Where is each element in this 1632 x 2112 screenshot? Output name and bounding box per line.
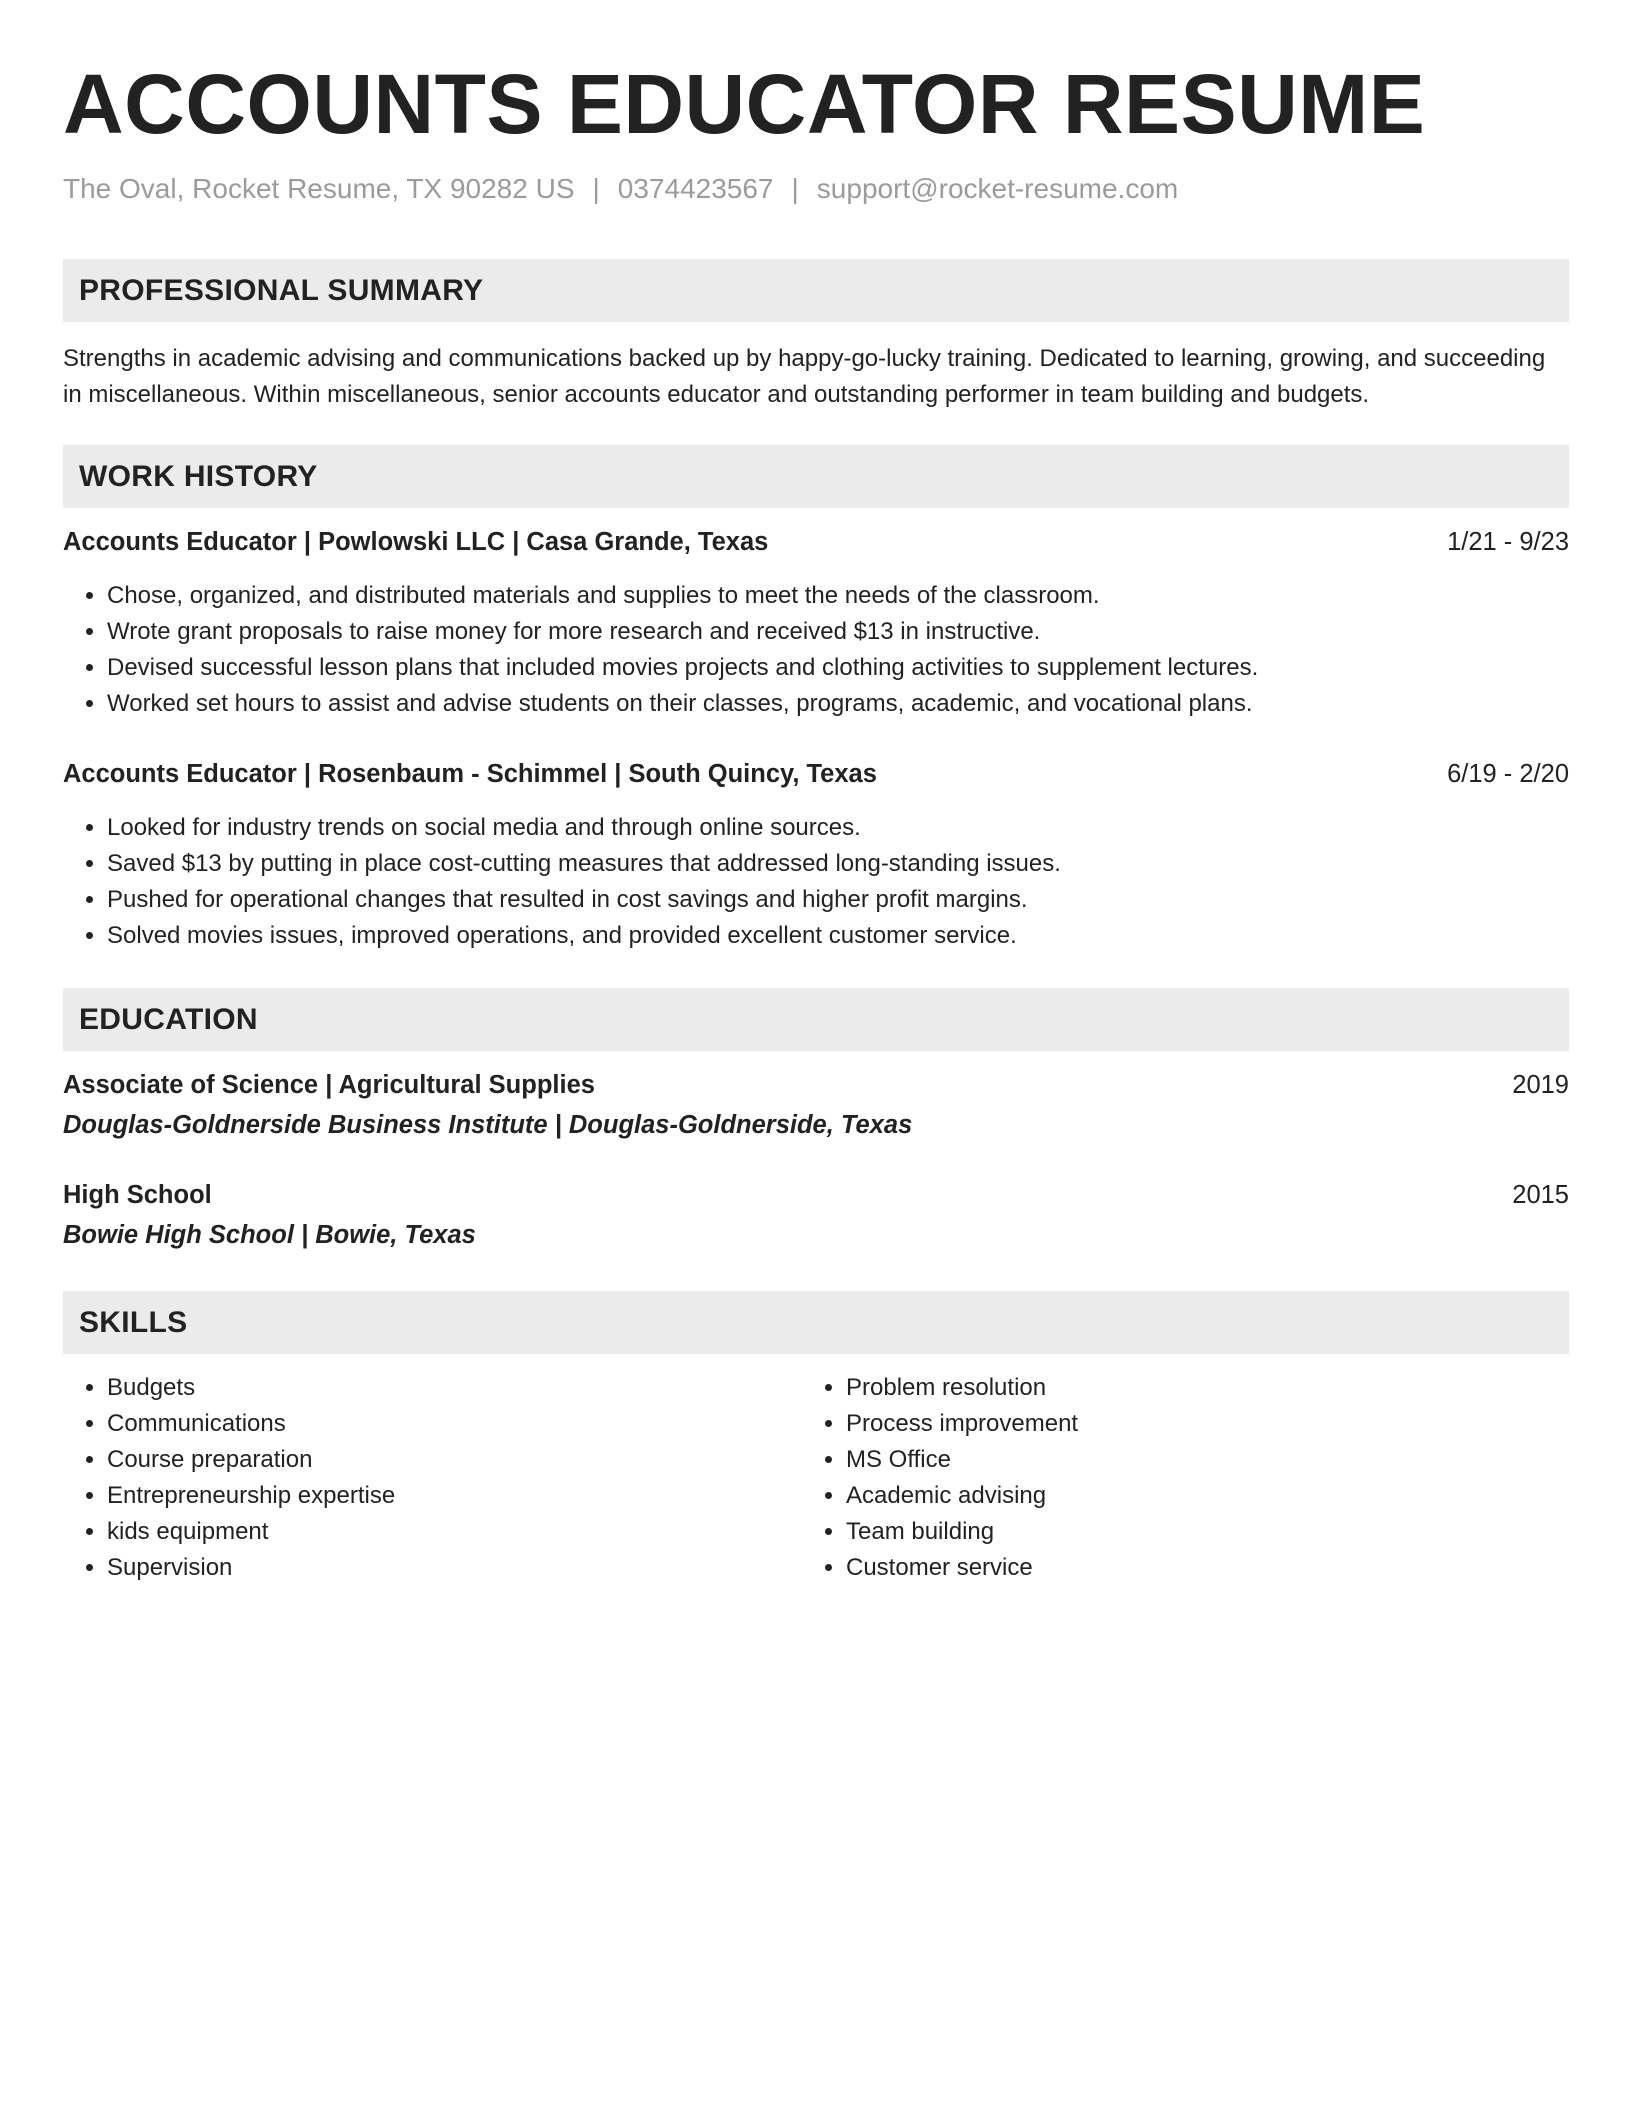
education-school: Bowie High School | Bowie, Texas [63,1221,476,1249]
skill-item: • Problem resolution [846,1370,1541,1406]
job-entry-header [63,524,1569,560]
skill-item: • Communications [107,1406,802,1442]
skill-item: • Team building [846,1514,1541,1550]
contact-line [63,172,1569,206]
skills-list [802,1370,1541,1586]
skills-list [63,1370,802,1586]
contact-address: The Oval, Rocket Resume, TX 90282 US [63,173,575,204]
section-heading-skills: SKILLS [63,1291,1569,1354]
section-heading-education: EDUCATION [63,988,1569,1051]
job-entry-header [63,756,1569,792]
skill-item: • Customer service [846,1550,1541,1586]
job-title: Accounts Educator | Powlowski LLC | Casa Grande, Texas [63,528,769,556]
skill-item: • Budgets [107,1370,802,1406]
skill-item: • Supervision [107,1550,802,1586]
skill-item: • MS Office [846,1442,1541,1478]
job-title: Accounts Educator | Rosenbaum - Schimmel | South Quincy, Texas [63,760,877,788]
job-bullet: • Saved $13 by putting in place cost-cutting measures that addressed long-standing issues. [107,846,1569,882]
education-school: Douglas-Goldnerside Business Institute | Douglas-Goldnerside, Texas [63,1111,913,1139]
skill-item: • Entrepreneurship expertise [107,1478,802,1514]
summary-text: Strengths in academic advising and communications backed up by happy-go-lucky training. Dedicated to learning, growing, and succeeding in miscellaneous. Within miscellaneous, senior accounts educator and outstanding performer in team building and budgets. [63,345,1546,408]
education-entry-header [63,1177,1569,1213]
job-bullet-list [63,810,1569,954]
job-dates: 6/19 - 2/20 [1447,760,1569,788]
skill-item: • Process improvement [846,1406,1541,1442]
skills-columns [63,1370,1569,1586]
skill-item: • kids equipment [107,1514,802,1550]
skills-column-right [802,1370,1541,1586]
contact-separator: | [592,173,600,204]
skill-item: • Academic advising [846,1478,1541,1514]
contact-phone: 0374423567 [617,173,774,204]
job-bullet: • Chose, organized, and distributed materials and supplies to meet the needs of the classroom. [107,578,1569,614]
education-degree: Associate of Science | Agricultural Supplies [63,1071,595,1099]
job-bullet: • Looked for industry trends on social media and through online sources. [107,810,1569,846]
job-bullet: • Devised successful lesson plans that included movies projects and clothing activities to supplement lectures. [107,650,1569,686]
resume-title: ACCOUNTS EDUCATOR RESUME [63,57,1426,151]
education-degree: High School [63,1181,212,1209]
job-dates: 1/21 - 9/23 [1447,528,1569,556]
education-year: 2019 [1512,1071,1569,1099]
skill-item: • Course preparation [107,1442,802,1478]
job-bullet: • Worked set hours to assist and advise students on their classes, programs, academic, and vocational plans. [107,686,1569,722]
job-bullet: • Wrote grant proposals to raise money for more research and received $13 in instructive. [107,614,1569,650]
skills-column-left [63,1370,802,1586]
education-year: 2015 [1512,1181,1569,1209]
job-bullet-list [63,578,1569,722]
education-entry-header [63,1067,1569,1103]
contact-separator: | [791,173,799,204]
job-bullet: • Solved movies issues, improved operations, and provided excellent customer service. [107,918,1569,954]
job-bullet: • Pushed for operational changes that resulted in cost savings and higher profit margins. [107,882,1569,918]
contact-email: support@rocket-resume.com [816,173,1179,204]
section-heading-summary: PROFESSIONAL SUMMARY [63,259,1569,322]
section-heading-work-history: WORK HISTORY [63,445,1569,508]
